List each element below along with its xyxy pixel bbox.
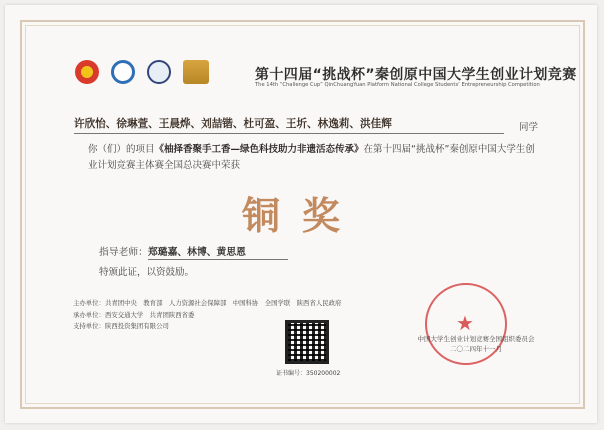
university-emblem-icon — [147, 60, 171, 84]
grant-statement: 特颁此证，以资鼓励。 — [99, 267, 195, 278]
project-name: 《柚择香聚手工香—绿色科技助力非遗活态传承》 — [154, 144, 364, 155]
certificate-subtitle: The 14th “Challenge Cup” QinChuangYuan Platform National College Students’ Entrepreneurship Competition — [255, 82, 540, 88]
youth-league-emblem-icon — [75, 60, 99, 84]
qinchuangyuan-logo-icon — [183, 60, 209, 84]
advisor-label: 指导老师： — [99, 247, 148, 258]
advisor-names: 郑璐嘉、林博、黄思恩 — [148, 244, 288, 260]
certificate-body — [88, 142, 538, 174]
host-units: 主办单位：共青团中央 教育部 人力资源社会保障部 中国科协 全国学联 陕西省人民政府 — [73, 299, 342, 307]
challenge-cup-logo-icon — [111, 60, 135, 84]
body-suffix: 在第十四届“挑战杯”秦创原中国大学生创业计划竞赛主体赛全国总决赛中荣获 — [88, 144, 535, 171]
recipient-names: 许欣怡、徐琳萱、王晨烨、刘喆锴、杜可盈、王圻、林逸莉、洪佳辉 — [74, 116, 504, 134]
qr-code[interactable] — [285, 320, 329, 364]
body-prefix: 你（们）的项目 — [88, 144, 155, 155]
certificate-number: 证书编号：350200002 — [276, 370, 341, 377]
issuer-name: 中国大学生创业计划竞赛全国组织委员会 — [417, 335, 535, 343]
issuer-block — [406, 335, 546, 354]
advisor-line — [99, 244, 288, 260]
undertaking-units: 承办单位：西安交通大学 共青团陕西省委 — [73, 310, 195, 319]
supporting-units: 支持单位：陕西投资集团有限公司 — [73, 322, 169, 330]
seal-star-icon: ★ — [456, 311, 474, 335]
issue-date: 二〇二四年十一月 — [450, 344, 502, 353]
certificate-title: 第十四届“挑战杯”秦创原中国大学生创业计划竞赛 — [255, 67, 577, 83]
recipient-suffix: 同学 — [519, 122, 539, 133]
logo-row — [75, 60, 209, 84]
award-title: 铜奖 — [241, 193, 362, 238]
